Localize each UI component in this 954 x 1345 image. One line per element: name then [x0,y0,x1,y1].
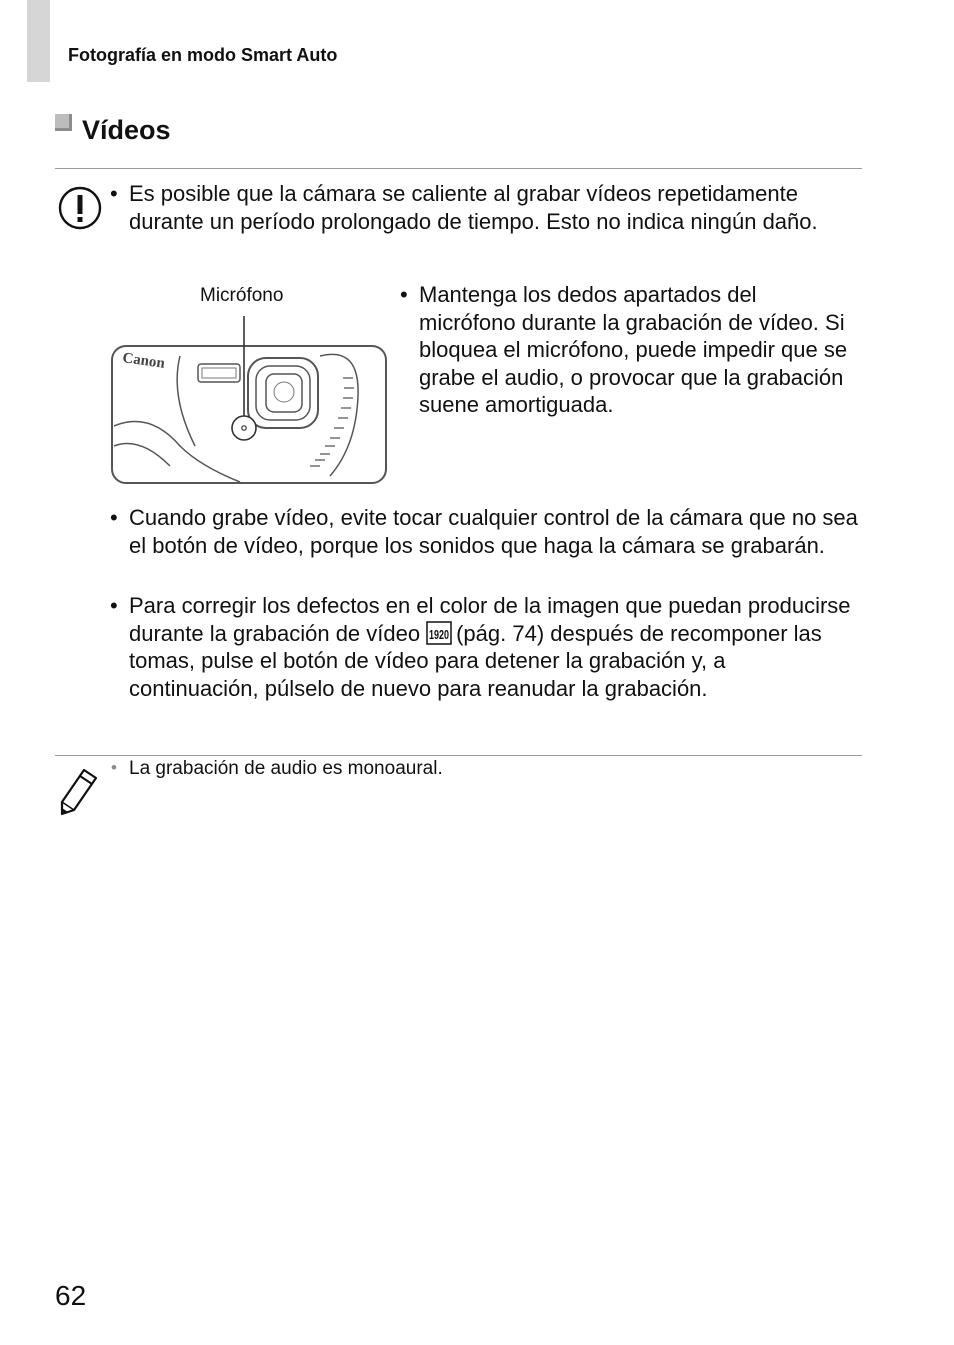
movie-1920-icon [426,620,452,646]
bullet: • [110,505,118,530]
bullet: • [110,181,118,206]
bullet: • [110,593,118,618]
running-header: Fotografía en modo Smart Auto [68,45,338,65]
divider [55,168,862,169]
caution-item-4 [129,592,859,702]
pencil-icon [56,766,100,816]
section-square-icon [55,114,72,131]
bullet: • [400,282,408,307]
camera-brand-text: Canon [121,350,166,372]
caution-item-3: Cuando grabe vídeo, evite tocar cualquier control de la cámara que no sea el botón de vídeo, porque los sonidos que haga la cámara se grabarán. [129,505,858,558]
caution-item-1: Es posible que la cámara se caliente al grabar vídeos repetidamente durante un período prolongado de tiempo. Esto no indica ningún daño. [129,181,818,234]
section-title: Vídeos [82,115,171,145]
camera-illustration [110,316,388,486]
note-item-1: La grabación de audio es monoaural. [129,758,443,779]
caution-item-2: Mantenga los dedos apartados del micrófono durante la grabación de vídeo. Si bloquea el micrófono, puede impedir que se grabe el audio, o provocar que la grabación suene amortiguada. [419,282,848,417]
page-number: 62 [55,1280,87,1311]
caution-icon [57,185,103,231]
svg-text:1920: 1920 [429,626,450,642]
bullet: • [111,758,117,777]
caution-item-4-before: Para corregir los defectos en el color de la imagen que puedan producirse durante la grabación de vídeo [129,593,851,646]
caution-item-4-after: (pág. 74) después de recomponer las tomas, pulse el botón de vídeo para detener la grabación y, a continuación, púlselo de nuevo para reanudar la grabación. [129,620,822,701]
divider [55,755,862,756]
side-tab-marker [27,0,50,82]
microphone-label: Micrófono [200,285,284,306]
